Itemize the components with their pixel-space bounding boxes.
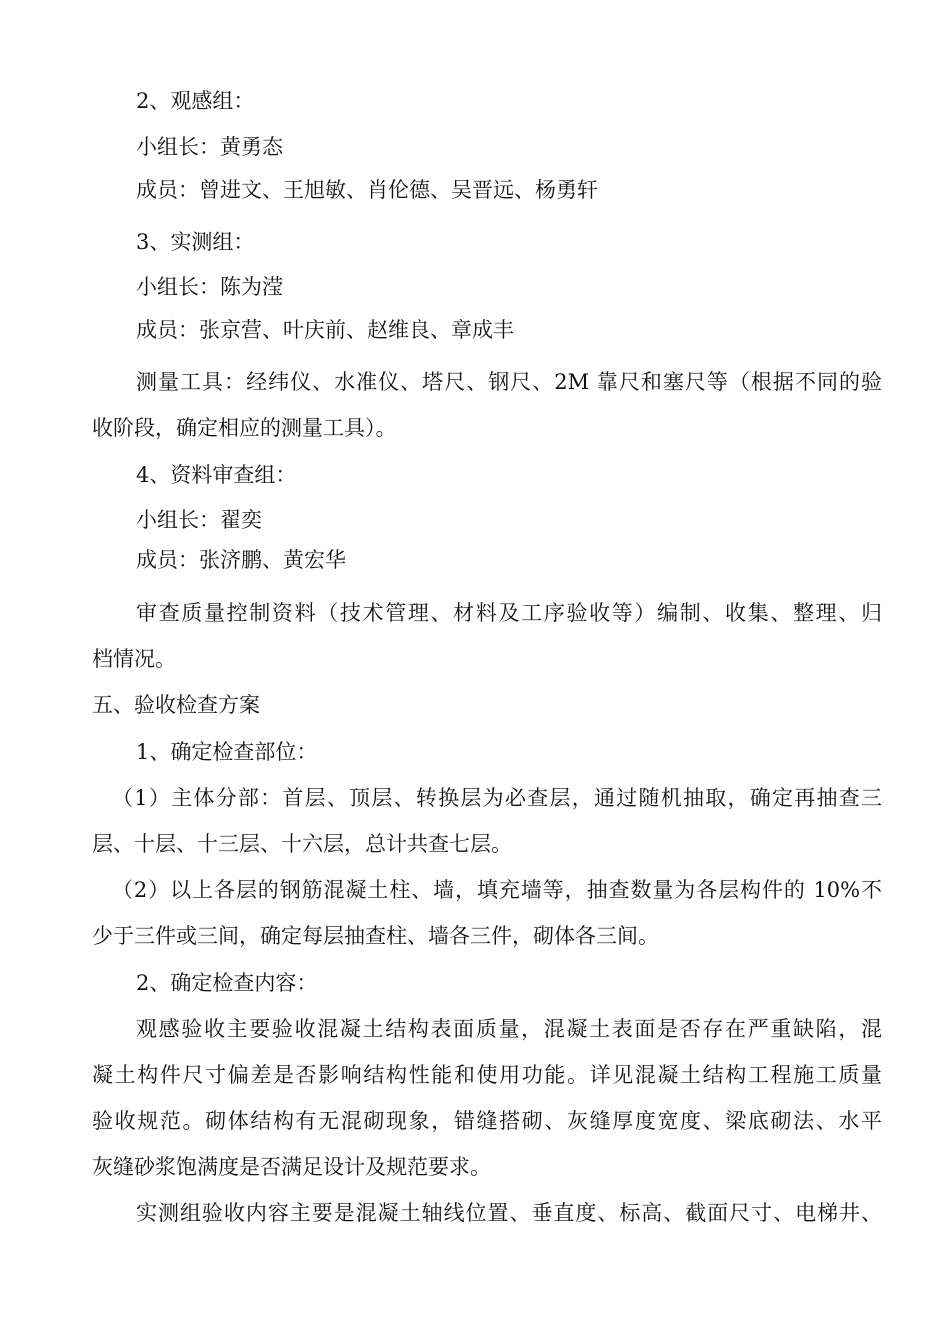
text-line: 成员：张济鹏、黄宏华 — [136, 548, 346, 572]
text-line: 档情况。 — [92, 647, 176, 671]
text-line: 小组长：陈为滢 — [136, 275, 283, 299]
text-line: 2、观感组： — [136, 89, 255, 113]
text-line: 成员：张京营、叶庆前、赵维良、章成丰 — [136, 318, 514, 342]
text-line: 成员：曾进文、王旭敏、肖伦德、吴晋远、杨勇轩 — [136, 178, 598, 202]
text-line: 2、确定检查内容： — [136, 971, 318, 995]
text-line: （2）以上各层的钢筋混凝土柱、墙，填充墙等，抽查数量为各层构件的 10%不 — [112, 878, 882, 902]
text-line: （1）主体分部：首层、顶层、转换层为必查层，通过随机抽取，确定再抽查三 — [112, 786, 882, 810]
text-line: 1、确定检查部位： — [136, 740, 318, 764]
text-line: 实测组验收内容主要是混凝土轴线位置、垂直度、标高、截面尺寸、电梯井、 — [136, 1201, 882, 1225]
text-line: 小组长：黄勇态 — [136, 135, 283, 159]
text-line: 层、十层、十三层、十六层，总计共查七层。 — [92, 832, 512, 856]
text-line: 少于三件或三间，确定每层抽查柱、墙各三件，砌体各三间。 — [92, 924, 659, 948]
text-line: 收阶段，确定相应的测量工具）。 — [92, 416, 397, 440]
text-line: 3、实测组： — [136, 230, 255, 254]
text-line: 审查质量控制资料（技术管理、材料及工序验收等）编制、收集、整理、归 — [136, 601, 882, 625]
text-line: 观感验收主要验收混凝土结构表面质量，混凝土表面是否存在严重缺陷，混 — [136, 1017, 882, 1041]
text-line: 4、资料审查组： — [136, 463, 297, 487]
text-line: 测量工具：经纬仪、水准仪、塔尺、钢尺、2M 靠尺和塞尺等（根据不同的验 — [136, 370, 882, 394]
text-line: 凝土构件尺寸偏差是否影响结构性能和使用功能。详见混凝土结构工程施工质量 — [92, 1063, 882, 1087]
text-line: 灰缝砂浆饱满度是否满足设计及规范要求。 — [92, 1155, 491, 1179]
text-line: 小组长：翟奕 — [136, 508, 262, 532]
section-heading: 五、验收检查方案 — [92, 693, 260, 717]
text-line: 验收规范。砌体结构有无混砌现象，错缝搭砌、灰缝厚度宽度、梁底砌法、水平 — [92, 1109, 882, 1133]
